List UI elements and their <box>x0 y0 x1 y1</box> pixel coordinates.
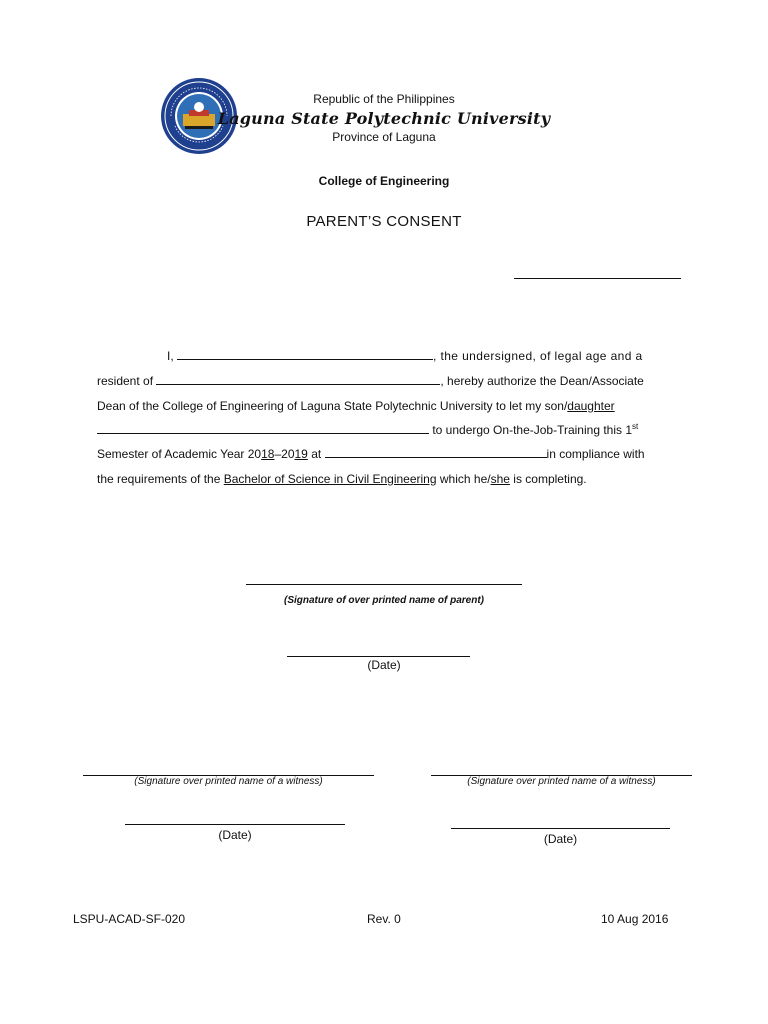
date-blank-line <box>514 278 681 279</box>
document-title: PARENT’S CONSENT <box>306 213 462 230</box>
witness-1-caption: (Signature over printed name of a witness) <box>134 776 323 787</box>
year-18-underlined: 18 <box>261 447 275 461</box>
name-blank <box>177 358 433 360</box>
body-line-3-a: Dean of the College of Engineering of Laguna State Polytechnic University to let my son/ <box>97 399 568 413</box>
body-line-4-a: to undergo On-the-Job-Training this 1 <box>432 423 633 437</box>
body-line-2-b: , hereby authorize the Dean/Associate <box>440 374 644 388</box>
parent-signature-caption: (Signature of over printed name of parent) <box>283 595 485 606</box>
year-dash: –20 <box>274 447 295 461</box>
body-line-5 <box>97 446 675 462</box>
college-name: College of Engineering <box>318 174 450 188</box>
header-province: Province of Laguna <box>332 130 436 144</box>
program-underlined: Bachelor of Science in Civil Engineering <box>223 472 437 486</box>
revision-date: 10 Aug 2016 <box>601 912 669 926</box>
witness-2-caption: (Signature over printed name of a witness) <box>467 776 656 787</box>
header-republic: Republic of the Philippines <box>313 92 455 106</box>
parent-signature-line <box>246 583 522 585</box>
ordinal-suffix: st <box>632 422 639 431</box>
child-name-blank <box>97 432 429 434</box>
year-19-underlined: 19 <box>294 447 308 461</box>
body-line-6-c: is completing. <box>509 472 587 486</box>
body-line-5-b: in compliance with <box>546 447 645 461</box>
body-line-1 <box>97 348 675 364</box>
witness-1-date-label: (Date) <box>218 828 252 842</box>
body-i: I, <box>167 349 174 363</box>
parent-date-label: (Date) <box>367 658 401 672</box>
revision: Rev. 0 <box>367 912 401 926</box>
parent-date-line <box>287 655 470 657</box>
body-line-4 <box>97 422 675 438</box>
body-line-1-text: , the undersigned, of legal age and a <box>433 349 643 363</box>
header-university-name: Laguna State Polytechnic University <box>217 109 551 128</box>
body-line-6-a: the requirements of the <box>97 472 224 486</box>
witness-2-date-line <box>451 827 670 829</box>
company-blank <box>325 456 547 458</box>
witness-1-date-line <box>125 823 345 825</box>
residence-blank <box>156 383 440 385</box>
witness-2-date-label: (Date) <box>543 832 578 846</box>
she-underlined: she <box>490 472 510 486</box>
body-line-2 <box>97 373 675 389</box>
body-line-6-b: which he/ <box>436 472 491 486</box>
daughter-underlined: daughter <box>567 399 615 413</box>
body-line-2-a: resident of <box>97 374 154 388</box>
body-line-5-at: at <box>307 447 322 461</box>
body-line-6 <box>97 471 675 487</box>
body-line-5-a: Semester of Academic Year 20 <box>97 447 262 461</box>
body-line-3 <box>97 398 675 414</box>
form-code: LSPU-ACAD-SF-020 <box>73 912 186 926</box>
